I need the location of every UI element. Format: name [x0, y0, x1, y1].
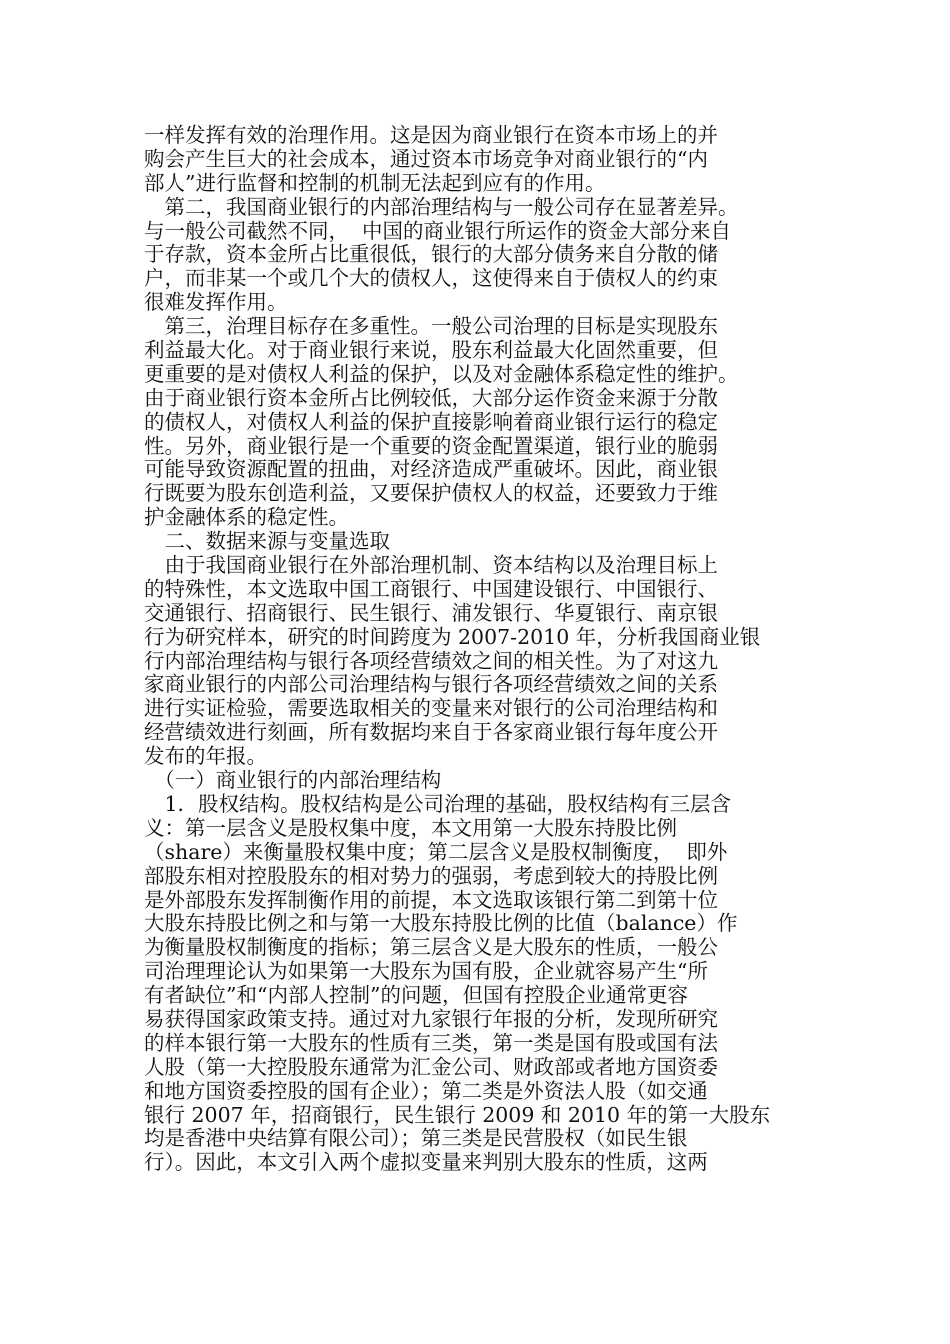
text-line: 更重要的是对债权人利益的保护，以及对金融体系稳定性的维护。 — [144, 361, 739, 386]
text-line: 行）。因此，本文引入两个虚拟变量来判别大股东的性质，这两 — [144, 1150, 708, 1175]
text-line: 人股（第一大控股股东通常为汇金公司、财政部或者地方国资委 — [144, 1054, 718, 1079]
section-heading: 二、数据来源与变量选取 — [144, 529, 390, 554]
text-line: 部股东相对控股股东的相对势力的强弱，考虑到较大的持股比例 — [144, 863, 718, 888]
text-line: 行内部治理结构与银行各项经营绩效之间的相关性。为了对这九 — [144, 648, 718, 673]
text-line: 第二，我国商业银行的内部治理结构与一般公司存在显著差异。 — [144, 194, 739, 219]
body-text — [144, 124, 784, 1175]
text-line: 为衡量股权制衡度的指标；第三层含义是大股东的性质，一般公 — [144, 935, 718, 960]
text-line: 是外部股东发挥制衡作用的前提，本文选取该银行第二到第十位 — [144, 887, 718, 912]
text-line: 的债权人，对债权人利益的保护直接影响着商业银行运行的稳定 — [144, 409, 718, 434]
text-line: 的特殊性，本文选取中国工商银行、中国建设银行、中国银行、 — [144, 576, 718, 601]
text-line: 有者缺位”和“内部人控制”的问题，但国有控股企业通常更容 — [144, 983, 688, 1008]
text-line: 行既要为股东创造利益，又要保护债权人的权益，还要致力于维 — [144, 481, 718, 506]
text-line: 购会产生巨大的社会成本，通过资本市场竞争对商业银行的“内 — [144, 146, 708, 171]
text-line: 可能导致资源配置的扭曲，对经济造成严重破坏。因此，商业银 — [144, 457, 718, 482]
text-line: 家商业银行的内部公司治理结构与银行各项经营绩效之间的关系 — [144, 672, 718, 697]
text-line: 护金融体系的稳定性。 — [144, 505, 349, 530]
text-line: 和地方国资委控股的国有企业）；第二类是外资法人股（如交通 — [144, 1078, 708, 1103]
text-line: 性。另外，商业银行是一个重要的资金配置渠道，银行业的脆弱 — [144, 433, 718, 458]
text-line: 发布的年报。 — [144, 744, 267, 769]
text-line: 利益最大化。对于商业银行来说，股东利益最大化固然重要，但 — [144, 338, 718, 363]
text-line: 1．股权结构。股权结构是公司治理的基础，股权结构有三层含 — [144, 791, 732, 816]
text-line: 行为研究样本，研究的时间跨度为 2007-2010 年，分析我国商业银 — [144, 624, 761, 649]
text-line: 由于商业银行资本金所占比例较低，大部分运作资金来源于分散 — [144, 385, 718, 410]
text-line: 银行 2007 年，招商银行，民生银行 2009 和 2010 年的第一大股东 — [144, 1102, 771, 1127]
text-line: 均是香港中央结算有限公司）；第三类是民营股权（如民生银 — [144, 1126, 688, 1151]
text-line: 很难发挥作用。 — [144, 290, 288, 315]
text-line: 大股东持股比例之和与第一大股东持股比例的比值（balance）作 — [144, 911, 738, 936]
text-line: 与一般公司截然不同， 中国的商业银行所运作的资金大部分来自 — [144, 218, 732, 243]
text-line: 义：第一层含义是股权集中度，本文用第一大股东持股比例 — [144, 815, 677, 840]
text-line: 部人”进行监督和控制的机制无法起到应有的作用。 — [144, 170, 606, 195]
subsection-heading: （一）商业银行的内部治理结构 — [144, 768, 442, 793]
text-line: 户，而非某一个或几个大的债权人，这使得来自于债权人的约束 — [144, 266, 718, 291]
text-line: （share）来衡量股权集中度；第二层含义是股权制衡度， 即外 — [144, 839, 728, 864]
text-line: 由于我国商业银行在外部治理机制、资本结构以及治理目标上 — [144, 553, 718, 578]
text-line: 第三，治理目标存在多重性。一般公司治理的目标是实现股东 — [144, 314, 718, 339]
text-line: 一样发挥有效的治理作用。这是因为商业银行在资本市场上的并 — [144, 123, 718, 147]
text-line: 易获得国家政策支持。通过对九家银行年报的分析，发现所研究 — [144, 1006, 718, 1031]
text-line: 于存款，资本金所占比重很低，银行的大部分债务来自分散的储 — [144, 242, 718, 267]
text-line: 司治理理论认为如果第一大股东为国有股，企业就容易产生“所 — [144, 959, 708, 984]
text-line: 的样本银行第一大股东的性质有三类，第一类是国有股或国有法 — [144, 1030, 718, 1055]
text-line: 经营绩效进行刻画，所有数据均来自于各家商业银行每年度公开 — [144, 720, 718, 745]
text-line: 交通银行、招商银行、民生银行、浦发银行、华夏银行、南京银 — [144, 600, 718, 625]
text-line: 进行实证检验，需要选取相关的变量来对银行的公司治理结构和 — [144, 696, 718, 721]
